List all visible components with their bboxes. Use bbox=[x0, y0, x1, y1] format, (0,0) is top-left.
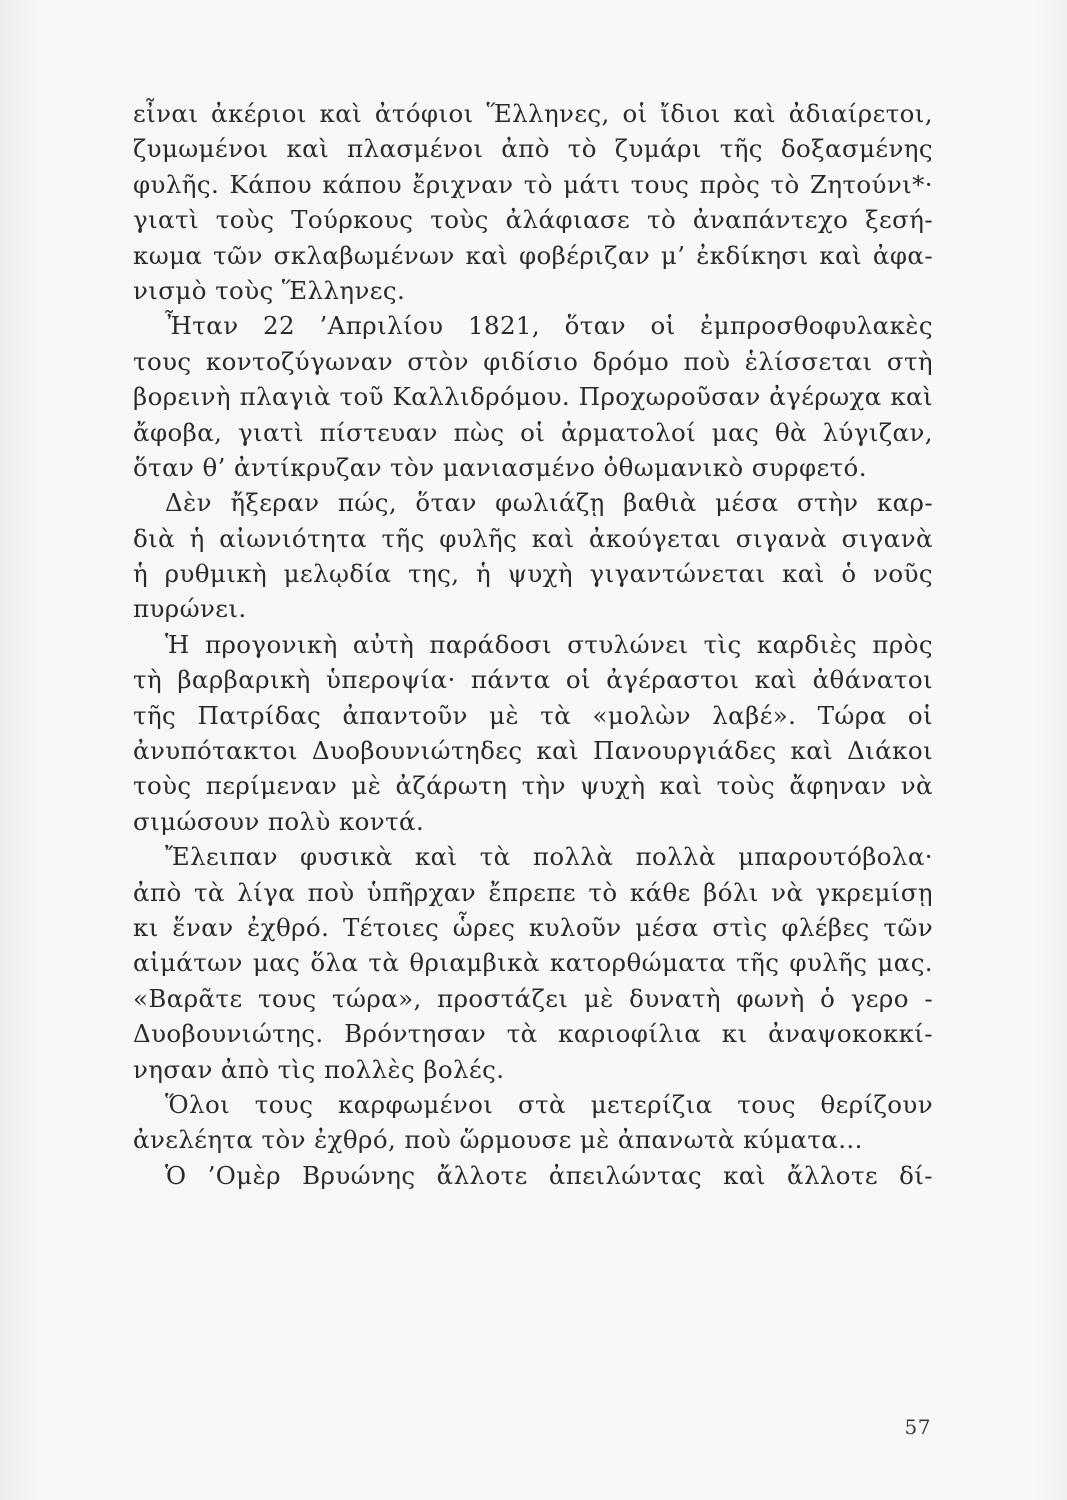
text-line: αἱμάτων μας ὅλα τὰ θριαμβικὰ κατορθώματα τῆς φυλῆς μας. bbox=[133, 948, 933, 978]
text-line: τὴ βαρβαρικὴ ὑπεροψία· πάντα οἱ ἀγέραστοι καὶ ἀθάνατοι bbox=[133, 665, 933, 695]
text-line: Ἡ προγονικὴ αὐτὴ παράδοσι στυλώνει τὶς καρδιὲς πρὸς bbox=[165, 629, 933, 659]
text-line: ἀνυπότακτοι Δυοβουνιώτηδες καὶ Πανουργιάδες καὶ Διάκοι bbox=[133, 736, 933, 766]
text-line: βορεινὴ πλαγιὰ τοῦ Καλλιδρόμου. Προχωροῦσαν ἀγέρωχα καὶ bbox=[133, 382, 933, 412]
text-line: κι ἕναν ἐχθρό. Τέτοιες ὧρες κυλοῦν μέσα στὶς φλέβες τῶν bbox=[133, 912, 933, 942]
paragraph-3 bbox=[133, 485, 933, 627]
text-line: ζυμωμένοι καὶ πλασμένοι ἀπὸ τὸ ζυμάρι τῆς δοξασμένης bbox=[133, 134, 933, 164]
text-line: κωμα τῶν σκλαβωμένων καὶ φοβέριζαν μ’ ἐκδίκησι καὶ ἀφα- bbox=[133, 240, 933, 270]
text-line: Ἦταν 22 ’Απριλίου 1821, ὅταν οἱ ἐμπροσθοφυλακὲς bbox=[165, 311, 933, 341]
paragraph-7 bbox=[133, 1158, 933, 1193]
text-line: τῆς Πατρίδας ἀπαντοῦν μὲ τὰ «μολὼν λαβέ». Τώρα οἱ bbox=[133, 700, 933, 730]
text-line: τοὺς περίμεναν μὲ ἀζάρωτη τὴν ψυχὴ καὶ τοὺς ἄφηναν νὰ bbox=[133, 771, 933, 801]
text-line: φυλῆς. Κάπου κάπου ἔριχναν τὸ μάτι τους πρὸς τὸ Ζητούνι*· bbox=[133, 169, 933, 199]
text-line: Ἔλειπαν φυσικὰ καὶ τὰ πολλὰ πολλὰ μπαρουτόβολα· bbox=[165, 842, 933, 872]
text-line: ἄφοβα, γιατὶ πίστευαν πὼς οἱ ἀρματολοί μας θὰ λύγιζαν, bbox=[133, 417, 933, 447]
text-line: πυρώνει. bbox=[133, 594, 247, 624]
text-line: Ὅλοι τους καρφωμένοι στὰ μετερίζια τους θερίζουν bbox=[165, 1089, 933, 1119]
text-line: σιμώσουν πολὺ κοντά. bbox=[133, 806, 425, 836]
text-line: εἶναι ἀκέριοι καὶ ἀτόφιοι Ἕλληνες, οἱ ἴδιοι καὶ ἀδιαίρετοι, bbox=[133, 99, 933, 128]
paragraph-4 bbox=[133, 627, 933, 839]
page-number: 57 bbox=[904, 1415, 931, 1439]
text-line: Δὲν ἤξεραν πώς, ὅταν φωλιάζῃ βαθιὰ μέσα στὴν καρ- bbox=[165, 488, 933, 518]
text-line: νησαν ἀπὸ τὶς πολλὲς βολές. bbox=[133, 1054, 505, 1084]
text-line: «Βαρᾶτε τους τώρα», προστάζει μὲ δυνατὴ φωνὴ ὁ γερο - bbox=[133, 983, 933, 1013]
text-line: ἡ ρυθμικὴ μελῳδία της, ἡ ψυχὴ γιγαντώνεται καὶ ὁ νοῦς bbox=[133, 559, 933, 589]
paragraph-1 bbox=[133, 96, 933, 308]
text-line: νισμὸ τοὺς Ἕλληνες. bbox=[133, 275, 406, 305]
text-line: Δυοβουνιώτης. Βρόντησαν τὰ καριοφίλια κι ἀναψοκοκκί- bbox=[133, 1019, 933, 1049]
paragraph-5 bbox=[133, 839, 933, 1087]
text-line: ὅταν θ’ ἀντίκρυζαν τὸν μανιασμένο ὀθωμανικὸ συρφετό. bbox=[133, 452, 867, 482]
text-line: γιατὶ τοὺς Τούρκους τοὺς ἀλάφιασε τὸ ἀναπάντεχο ξεσή- bbox=[133, 205, 933, 235]
text-line: τους κοντοζύγωναν στὸν φιδίσιο δρόμο ποὺ ἑλίσσεται στὴ bbox=[133, 346, 933, 376]
text-line: Ὁ ’Ομὲρ Βρυώνης ἄλλοτε ἀπειλώντας καὶ ἄλλοτε δί- bbox=[165, 1160, 933, 1190]
paragraph-2 bbox=[133, 308, 933, 485]
paragraph-6 bbox=[133, 1087, 933, 1158]
text-line: διὰ ἡ αἰωνιότητα τῆς φυλῆς καὶ ἀκούγεται σιγανὰ σιγανὰ bbox=[133, 523, 933, 553]
text-line: ἀνελέητα τὸν ἐχθρό, ποὺ ὥρμουσε μὲ ἀπανωτὰ κύματα... bbox=[133, 1125, 863, 1155]
text-line: ἀπὸ τὰ λίγα ποὺ ὑπῆρχαν ἔπρεπε τὸ κάθε βόλι νὰ γκρεμίσῃ bbox=[133, 877, 933, 907]
body-text bbox=[133, 96, 933, 1193]
